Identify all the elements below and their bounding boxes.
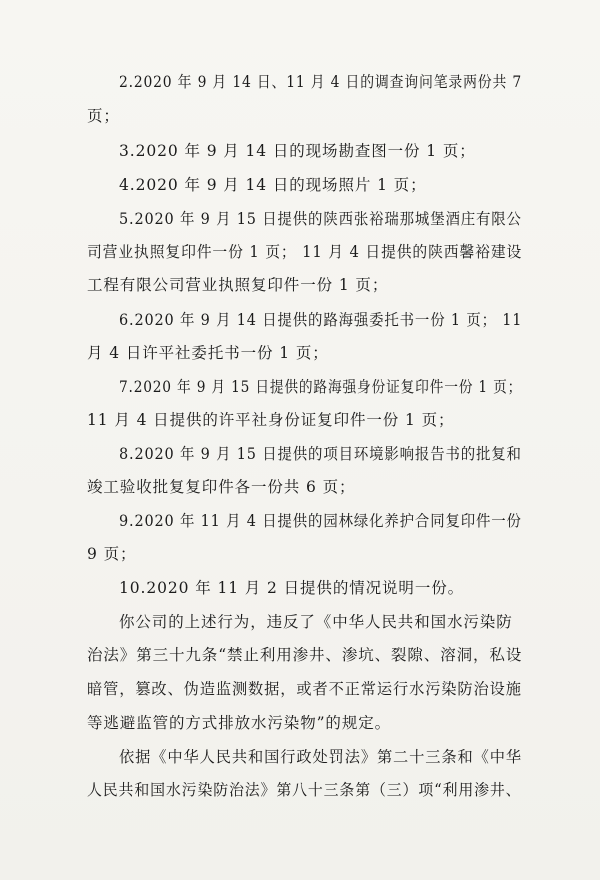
text-line: 你公司的上述行为，违反了《中华人民共和国水污染防	[119, 613, 513, 631]
text-line: 4.2020 年 9 月 14 日的现场照片 1 页；	[119, 176, 427, 194]
text-line: 页；	[87, 107, 120, 125]
text-line: 月 4 日许平社委托书一份 1 页；	[87, 344, 329, 362]
text-line: 9 页；	[87, 545, 137, 563]
text-line: 司营业执照复印件一份 1 页； 11 月 4 日提供的陕西馨裕建设	[87, 243, 523, 261]
text-line: 11 月 4 日提供的许平社身份证复印件一份 1 页；	[87, 411, 455, 429]
text-line: 8.2020 年 9 月 15 日提供的项目环境影响报告书的批复和	[119, 445, 522, 463]
text-line: 9.2020 年 11 月 4 日提供的园林绿化养护合同复印件一份	[119, 512, 522, 530]
text-line: 依据《中华人民共和国行政处罚法》第二十三条和《中华	[119, 748, 523, 766]
text-line: 治法》第三十九条“禁止利用渗井、渗坑、裂隙、溶洞，私设	[87, 646, 523, 664]
text-line: 竣工验收批复复印件各一份共 6 页；	[87, 478, 356, 496]
text-line: 暗管，篡改、伪造监测数据，或者不正常运行水污染防治设施	[87, 680, 522, 698]
text-line: 工程有限公司营业执照复印件一份 1 页；	[87, 276, 389, 294]
text-line: 5.2020 年 9 月 15 日提供的陕西张裕瑞那城堡酒庄有限公	[119, 210, 522, 228]
text-line: 7.2020 年 9 月 15 日提供的路海强身份证复印件一份 1 页；	[119, 378, 523, 396]
text-line: 10.2020 年 11 月 2 日提供的情况说明一份。	[119, 579, 465, 597]
text-line: 3.2020 年 9 月 14 日的现场勘查图一份 1 页；	[119, 142, 476, 160]
text-line: 2.2020 年 9 月 14 日、11 月 4 日的调查询问笔录两份共 7	[119, 73, 523, 91]
text-line: 等逃避监管的方式排放水污染物”的规定。	[87, 714, 392, 732]
text-line: 人民共和国水污染防治法》第八十三条第（三）项“利用渗井、	[87, 781, 522, 799]
text-line: 6.2020 年 9 月 14 日提供的路海强委托书一份 1 页； 11	[119, 311, 523, 329]
